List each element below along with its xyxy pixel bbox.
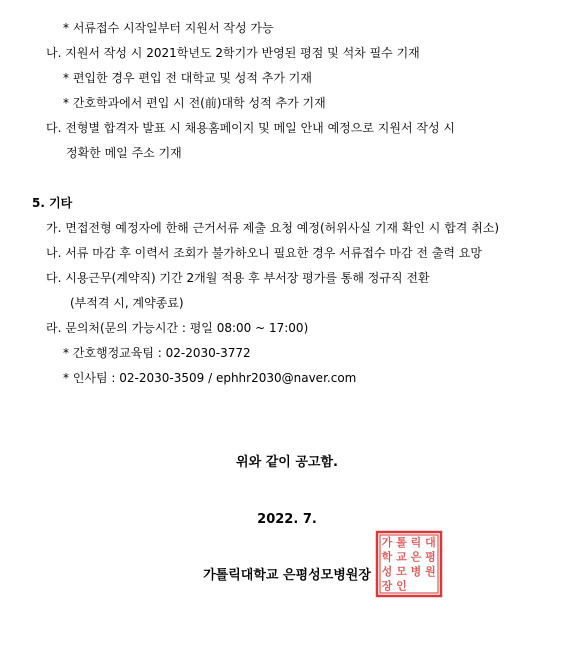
official-seal-stamp <box>375 530 443 598</box>
note-line: * 편입한 경우 편입 전 대학교 및 성적 추가 기재 <box>63 71 312 85</box>
seal-glyph: 병 <box>410 565 422 578</box>
seal-glyph: 장 <box>381 579 393 593</box>
seal-glyph: 교 <box>396 550 407 564</box>
seal-glyph: 톨 <box>396 536 407 549</box>
seal-glyph: 모 <box>396 565 407 578</box>
item-line: 라. 문의처(문의 가능시간 : 평일 08:00 ~ 17:00) <box>46 321 309 335</box>
seal-glyph: 평 <box>425 550 436 564</box>
seal-glyph: 학 <box>381 550 393 564</box>
contact-line: * 인사팀 : 02-2030-3509 / ephhr2030@naver.com <box>63 371 357 385</box>
item-line: 나. 서류 마감 후 이력서 조회가 불가하오니 필요한 경우 서류접수 마감 전 출력 요망 <box>46 246 482 260</box>
seal-glyph: 원 <box>425 565 436 578</box>
item-continuation-line: 정확한 메일 주소 기재 <box>66 146 182 160</box>
seal-glyph: 릭 <box>410 536 422 549</box>
item-line: 나. 지원서 작성 시 2021학년도 2학기가 반영된 평점 및 석차 필수 기재 <box>46 46 420 60</box>
closing-statement: 위와 같이 공고함. <box>236 455 338 470</box>
section-heading: 5. 기타 <box>32 196 73 210</box>
seal-glyph: 가 <box>381 536 393 549</box>
item-line: 다. 시용근무(계약직) 기간 2개월 적용 후 부서장 평가를 통해 정규직 전환 <box>46 271 430 285</box>
seal-glyph: 대 <box>425 536 436 549</box>
closing-date: 2022. 7. <box>257 512 317 527</box>
item-continuation-line: (부적격 시, 계약종료) <box>70 296 184 310</box>
item-line: 가. 면접전형 예정자에 한해 근거서류 제출 요청 예정(허위사실 기재 확인 시 합격 취소) <box>46 221 500 235</box>
note-line: * 간호학과에서 편입 시 전(前)대학 성적 추가 기재 <box>63 96 326 110</box>
seal-glyph: 은 <box>410 550 422 564</box>
item-line: 다. 전형별 합격자 발표 시 채용홈페이지 및 메일 안내 예정으로 지원서 작성 시 <box>46 121 455 135</box>
note-line: * 서류접수 시작일부터 지원서 작성 가능 <box>63 21 274 35</box>
seal-glyph: 성 <box>381 565 393 578</box>
seal-glyph: 인 <box>396 579 407 593</box>
contact-line: * 간호행정교육팀 : 02-2030-3772 <box>63 346 251 360</box>
issuer-name: 가톨릭대학교 은평성모병원장 <box>203 568 371 583</box>
